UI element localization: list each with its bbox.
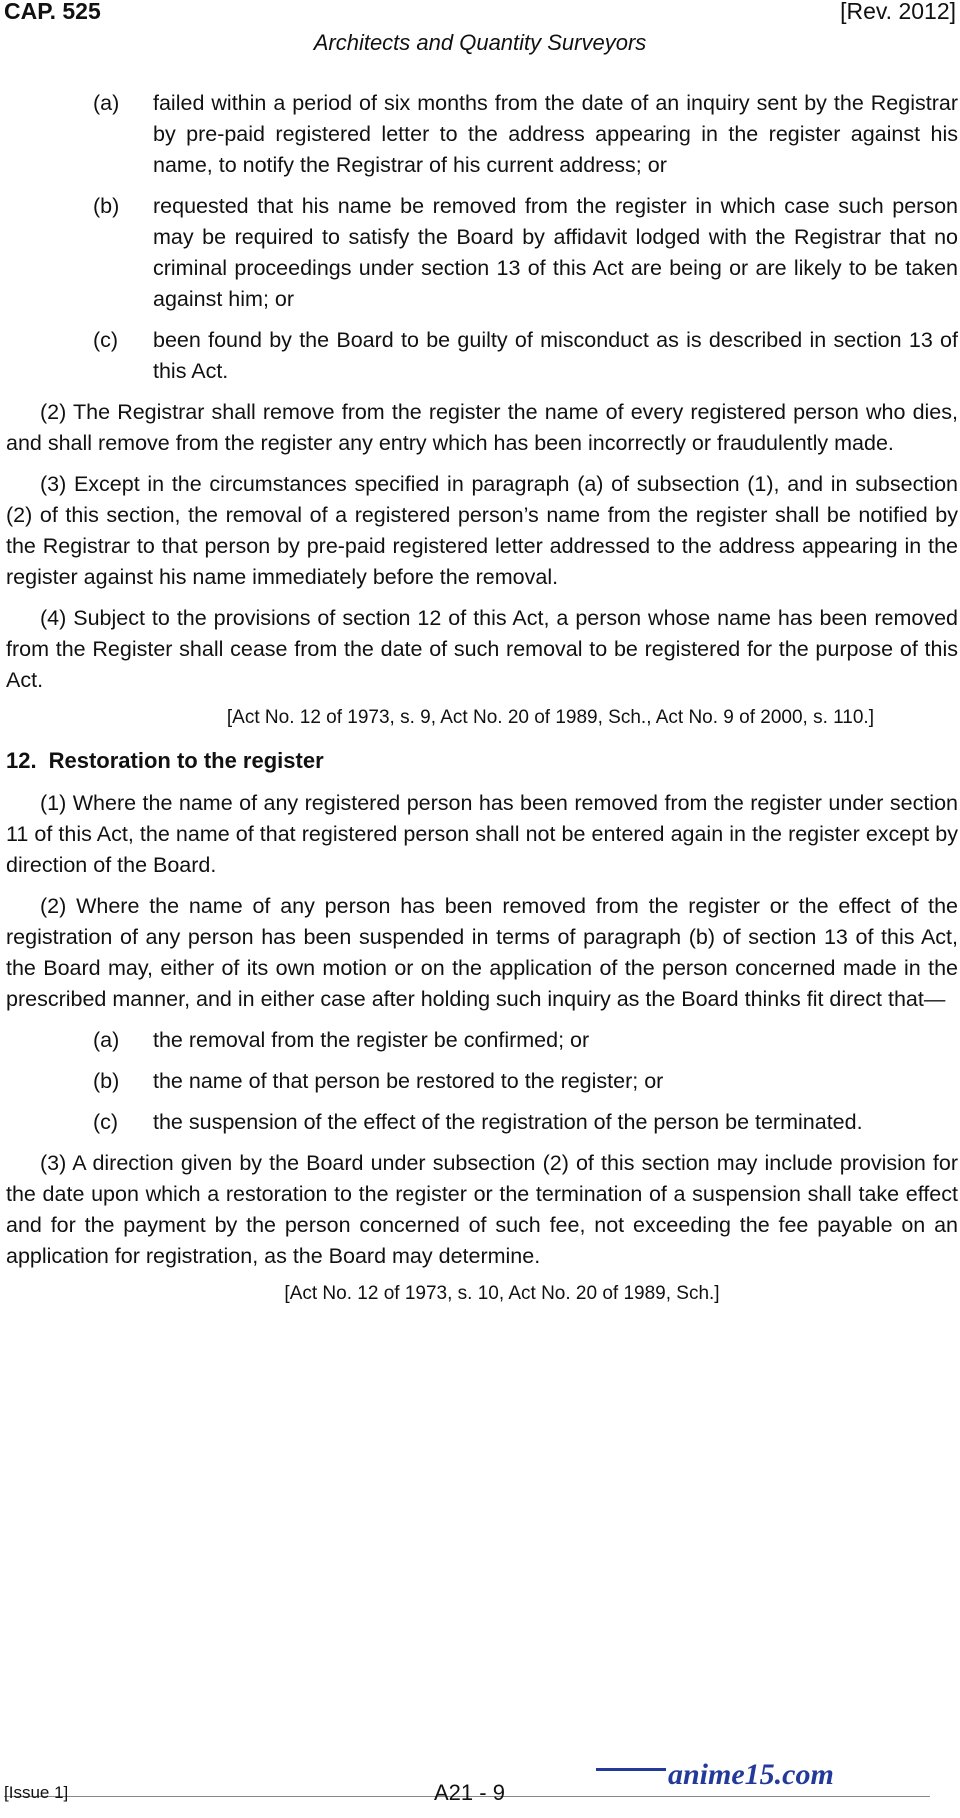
- list-item: [6, 191, 958, 315]
- list-item: [6, 88, 958, 181]
- revision-label: [Rev. 2012]: [840, 0, 956, 24]
- amendment-note: [Act No. 12 of 1973, s. 9, Act No. 20 of 1989, Sch., Act No. 9 of 2000, s. 110.]: [226, 707, 874, 728]
- item-label: (a): [93, 1028, 120, 1052]
- document-title: Architects and Quantity Surveyors: [313, 30, 647, 55]
- page-number: A21 - 9: [434, 1780, 505, 1805]
- section-title: Restoration to the register: [48, 748, 324, 773]
- subsection-1: (1) Where the name of any registered person has been removed from the register under section 11 of this Act, the name of that registered person shall not be entered again in the register except by direction of the Board.: [6, 791, 958, 877]
- amendment-note: [Act No. 12 of 1973, s. 10, Act No. 20 of 1989, Sch.]: [284, 1283, 720, 1304]
- watermark-swoosh: [596, 1768, 666, 1771]
- list-item: [6, 1066, 958, 1097]
- list-item: [6, 1107, 958, 1138]
- issue-label: [Issue 1]: [4, 1783, 69, 1802]
- item-label: (b): [93, 194, 120, 218]
- item-text: the name of that person be restored to the register; or: [153, 1069, 664, 1093]
- item-text: the suspension of the effect of the registration of the person be terminated.: [153, 1110, 863, 1134]
- item-text: requested that his name be removed from the register in which case such person may be required to satisfy the Board by affidavit lodged with the Registrar that no criminal proceedings under section 13 of this Act are being or are likely to be taken against him; or: [153, 194, 958, 311]
- watermark-logo: anime15.com: [668, 1758, 834, 1791]
- subsection-4: (4) Subject to the provisions of section 12 of this Act, a person whose name has been removed from the Register shall cease from the date of such removal to be registered for the purpose of this Act.: [6, 606, 958, 692]
- subsection-2: (2) The Registrar shall remove from the register the name of every registered person who dies, and shall remove from the register any entry which has been incorrectly or fraudulently made.: [6, 400, 958, 455]
- list-item: [6, 1025, 958, 1056]
- item-label: (c): [93, 1110, 119, 1134]
- item-text: failed within a period of six months from the date of an inquiry sent by the Registrar by pre-paid registered letter to the address appearing in the register against his name, to notify the Registrar of his current address; or: [153, 91, 958, 177]
- item-label: (a): [93, 91, 120, 115]
- chapter-label: CAP. 525: [4, 0, 101, 24]
- list-item: [6, 325, 958, 387]
- item-label: (b): [93, 1069, 120, 1093]
- subsection-3: (3) Except in the circumstances specified in paragraph (a) of subsection (1), and in subsection (2) of this section, the removal of a registered person’s name from the register shall be notified by the Registrar to that person by pre-paid registered letter addressed to the address appearing in the register against his name immediately before the removal.: [6, 472, 958, 589]
- section-heading: [6, 745, 958, 776]
- subsection-3: (3) A direction given by the Board under subsection (2) of this section may include provision for the date upon which a restoration to the register or the termination of a suspension shall take effect and for the payment by the person concerned of such fee, not exceeding the fee payable on an application for registration, as the Board may determine.: [6, 1151, 958, 1268]
- item-text: been found by the Board to be guilty of misconduct as is described in section 13 of this Act.: [153, 328, 958, 383]
- section-number: 12.: [6, 748, 37, 773]
- item-label: (c): [93, 328, 119, 352]
- item-text: the removal from the register be confirmed; or: [153, 1028, 590, 1052]
- subsection-2: (2) Where the name of any person has been removed from the register or the effect of the registration of any person has been suspended in terms of paragraph (b) of section 13 of this Act, the Board may, either of its own motion or on the application of the person concerned made in the prescribed manner, and in either case after holding such inquiry as the Board thinks fit direct that—: [6, 894, 958, 1011]
- document-body: [6, 88, 958, 1321]
